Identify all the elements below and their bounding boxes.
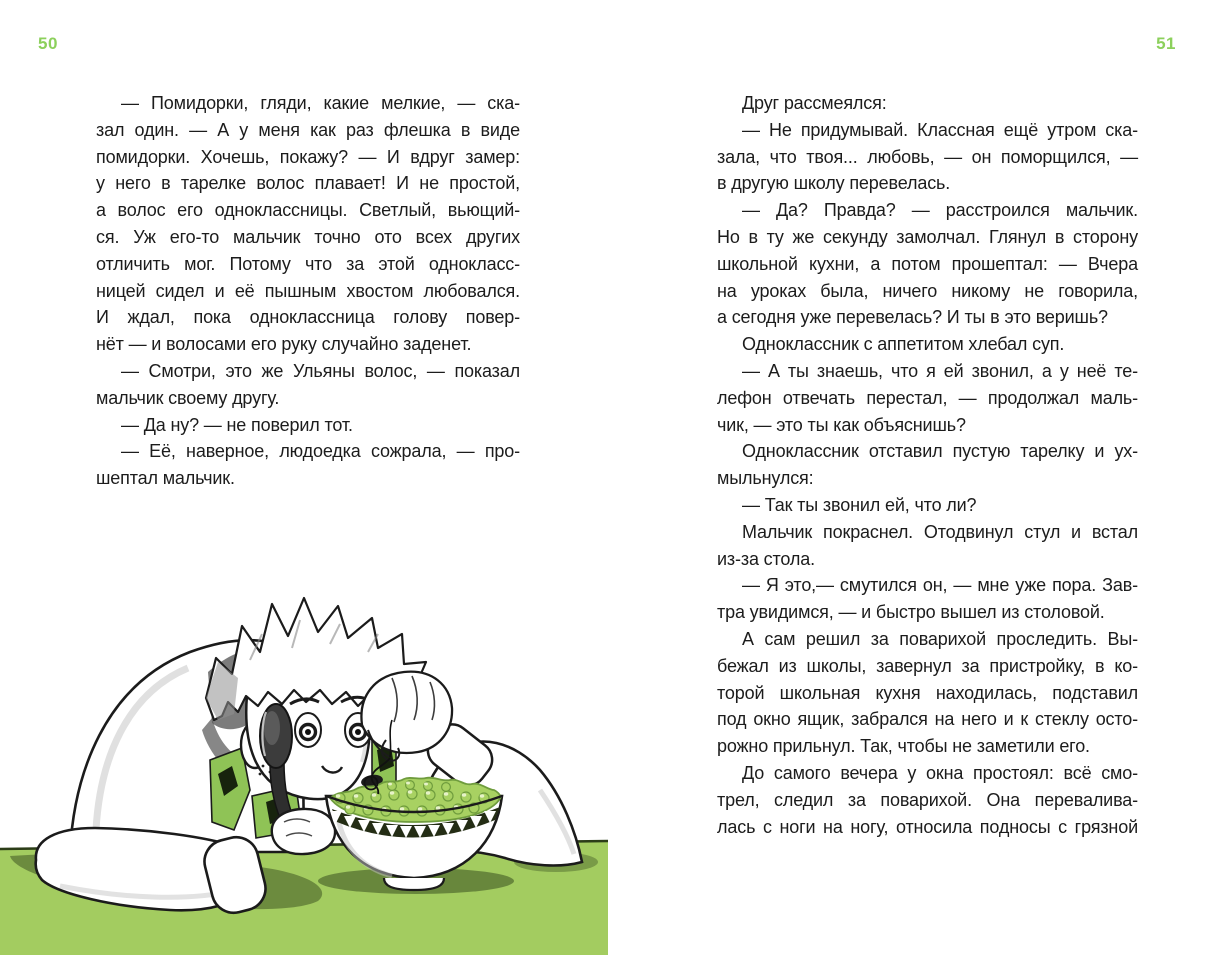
text-line: чик, — это ты как объяснишь? xyxy=(717,414,966,435)
page-number-right: 51 xyxy=(1156,34,1176,53)
fist xyxy=(272,809,335,854)
text-line: отличить мог. Потому что за этой однокласс- xyxy=(96,253,520,274)
text-line: ся. Уж его-то мальчик точно ото всех других xyxy=(96,226,520,247)
text-line: а волос его одноклассницы. Светлый, вьющий- xyxy=(96,200,520,221)
text-line: — Так ты звонил ей, что ли? xyxy=(742,494,977,515)
text-line: Друг рассмеялся: xyxy=(742,93,887,113)
text-line: помидорки. Хочешь, покажу? — И вдруг замер: xyxy=(96,146,520,167)
text-line: лефон отвечать перестал, — продолжал маль- xyxy=(717,387,1138,408)
illustration-boy-spoon-peas xyxy=(0,590,620,955)
text-line: лась с ноги на ногу, относила подносы с грязной xyxy=(717,816,1138,837)
text-line: тра увидимся, — и быстро вышел из столовой. xyxy=(717,602,1105,623)
text-line: рожно прильнул. Так, чтобы не заметили его. xyxy=(717,736,1090,757)
text-line: — Смотри, это же Ульяны волос, — показал xyxy=(121,360,520,381)
text-line: — А ты знаешь, что я ей звонил, а у неё те- xyxy=(742,360,1138,381)
text-line: Мальчик покраснел. Отодвинул стул и встал xyxy=(742,521,1138,542)
text-line: мальчик своему другу. xyxy=(96,387,280,408)
bowl-foot xyxy=(384,878,444,890)
text-line: — Да ну? — не поверил тот. xyxy=(121,414,353,435)
text-line: школьной кухни, а потом прошептал: — Вчера xyxy=(717,253,1138,274)
hand xyxy=(361,672,452,753)
text-line: из-за стола. xyxy=(717,548,815,569)
text-line: зала, что твоя... любовь, — он поморщился, — xyxy=(717,146,1138,167)
text-line: — Не придумывай. Классная ещё утром ска- xyxy=(742,119,1138,140)
text-line: а сегодня уже перевелась? И ты в это веришь? xyxy=(717,307,1108,328)
text-line: Но в ту же секунду замолчал. Глянул в сторону xyxy=(717,226,1138,247)
text-line: — Да? Правда? — расстроился мальчик. xyxy=(742,200,1138,221)
text-line: зал один. — А у меня как раз флешка в виде xyxy=(96,119,520,140)
text-line: под окно ящик, забрался на него и к стеклу осто- xyxy=(717,709,1138,730)
text-line: трел, следил за поварихой. Она перевалива- xyxy=(717,789,1138,810)
text-line: До самого вечера у окна простоял: всё смо- xyxy=(742,762,1138,783)
text-line: шептал мальчик. xyxy=(96,468,235,489)
page-right-text xyxy=(717,90,1138,840)
page-number-left: 50 xyxy=(38,34,58,53)
text-line: на уроках была, ничего никому не говорила, xyxy=(717,280,1138,301)
text-line: у него в тарелке волос плавает! И не простой, xyxy=(96,173,520,194)
text-line: ницей сидел и её пышным хвостом любовался. xyxy=(96,280,520,301)
text-line: в другую школу перевелась. xyxy=(717,173,951,194)
text-line: А сам решил за поварихой проследить. Вы- xyxy=(742,628,1138,649)
text-line: нёт — и волосами его руку случайно заденет. xyxy=(96,334,472,355)
text-line: Одноклассник отставил пустую тарелку и ух- xyxy=(742,441,1138,462)
text-line: — Её, наверное, людоедка сожрала, — про- xyxy=(121,441,520,462)
text-line: — Я это,— смутился он, — мне уже пора. Зав- xyxy=(742,575,1138,596)
text-line: И ждал, пока одноклассница голову повер- xyxy=(96,307,520,328)
text-line: — Помидорки, гляди, какие мелкие, — ска- xyxy=(121,93,520,113)
text-line: мыльнулся: xyxy=(717,468,814,489)
text-line: бежал из школы, завернул за пристройку, в ко- xyxy=(717,655,1138,676)
eye-left xyxy=(295,713,321,747)
page-left-text xyxy=(96,90,520,492)
text-line: торой школьная кухня находилась, подставил xyxy=(717,682,1138,703)
text-line: Одноклассник с аппетитом хлебал суп. xyxy=(742,334,1065,355)
